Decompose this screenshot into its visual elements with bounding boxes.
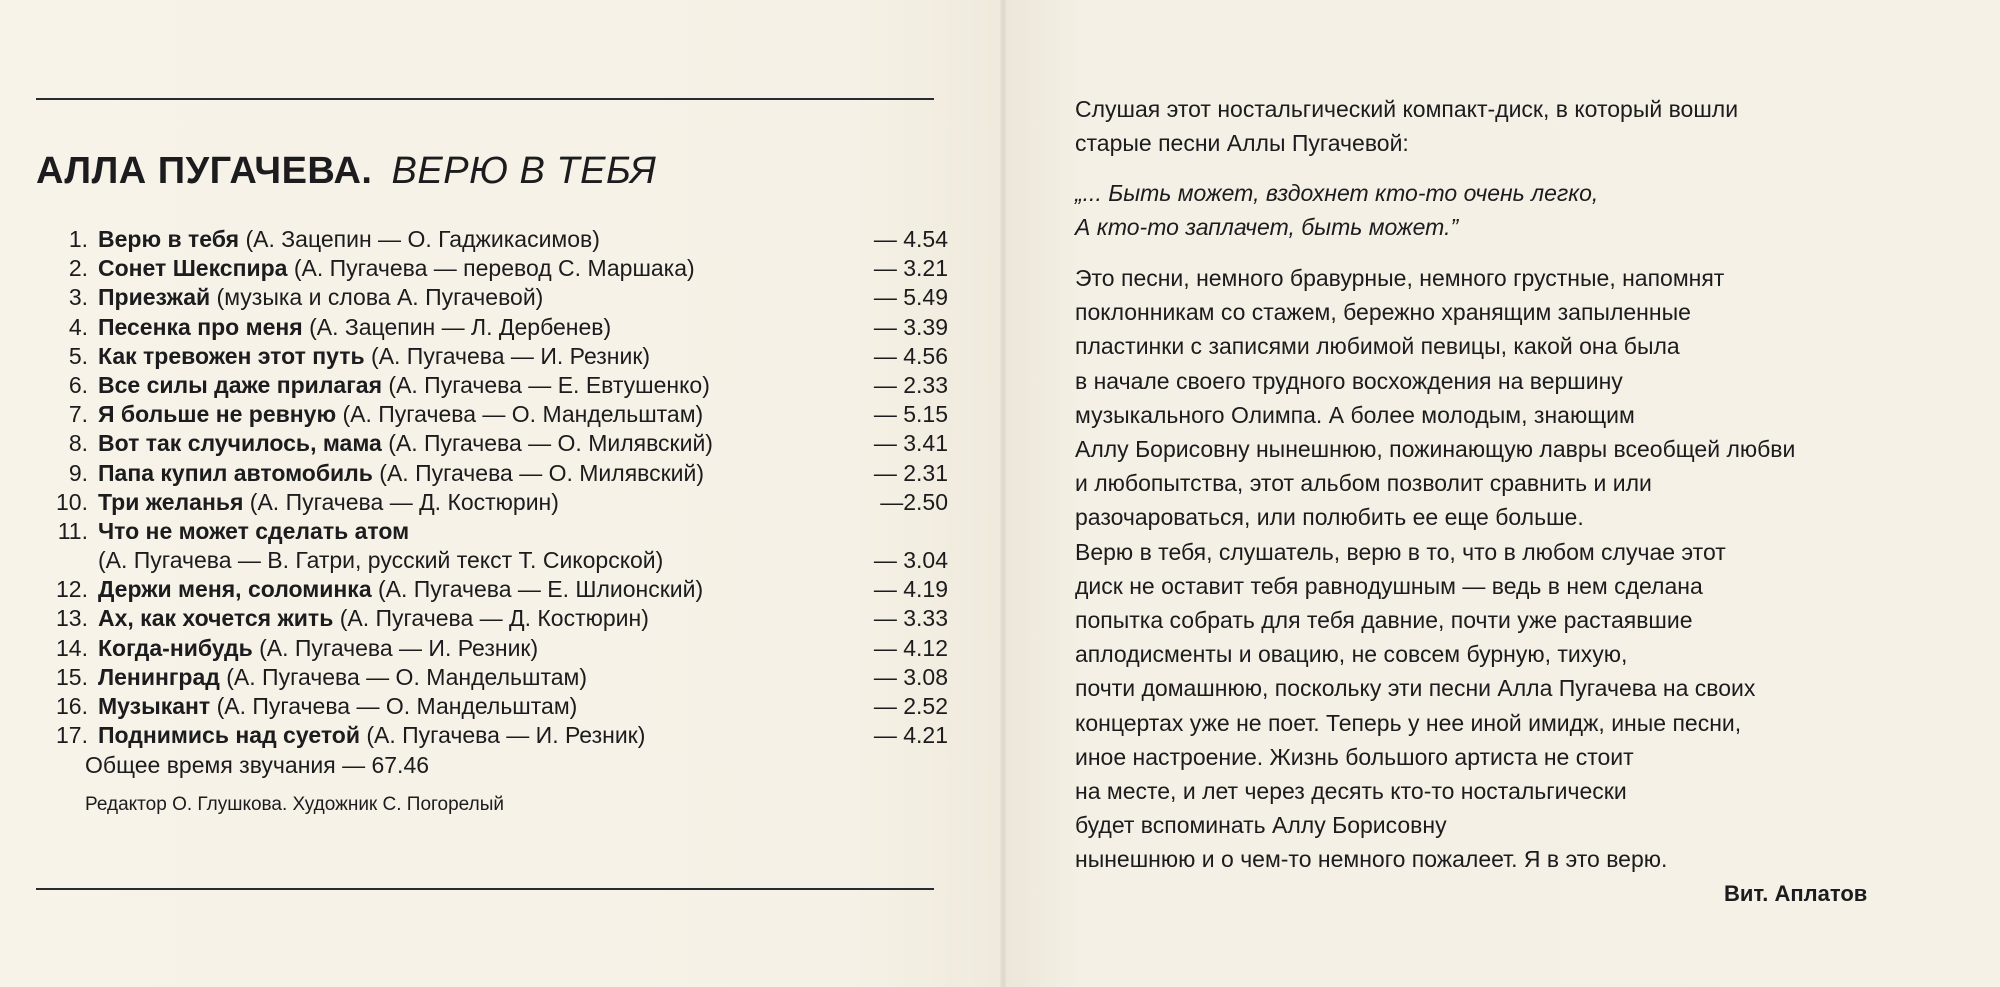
track-title: Вот так случилось, мама [98, 430, 382, 457]
track-number: 8. [68, 430, 88, 457]
track-duration: — 3.41 [873, 430, 948, 457]
notes-line: и любопытства, этот альбом позволит сравнить и или [1075, 470, 1652, 497]
track-description [98, 459, 870, 488]
track-duration: — 4.12 [873, 634, 948, 661]
track-row [36, 488, 948, 517]
track-credits: (А. Пугачева — Е. Шлионский) [371, 576, 704, 603]
notes-line: диск не оставит тебя равнодушным — ведь в нем сделана [1075, 572, 1703, 599]
bottom-rule [36, 888, 934, 890]
notes-line: разочароваться, или полюбить ее еще больше. [1075, 504, 1584, 531]
track-number: 4. [68, 313, 88, 340]
album-title [36, 150, 656, 193]
track-description [98, 721, 870, 750]
track-duration: — 4.54 [873, 226, 948, 252]
track-row [36, 283, 948, 312]
top-rule [36, 98, 934, 100]
track-title: Поднимись над суетой [98, 722, 360, 749]
track-row [36, 546, 948, 575]
track-credits: (А. Пугачева — В. Гатри, русский текст Т. Сикорской) [98, 547, 664, 574]
notes-line: иное настроение. Жизнь большого артиста не стоит [1075, 743, 1634, 770]
track-credits: (А. Пугачева — Д. Костюрин) [243, 488, 559, 515]
track-description [98, 371, 870, 400]
track-duration: — 2.52 [873, 693, 948, 719]
track-row [36, 342, 948, 371]
track-row [36, 459, 948, 488]
track-title: Все силы даже прилагая [98, 371, 383, 398]
track-description [98, 575, 870, 604]
notes-body [1075, 261, 1955, 877]
track-credits: (А. Пугачева — Е. Евтушенко) [382, 371, 710, 398]
track-number: 17. [56, 722, 88, 749]
track-number: 1. [68, 226, 88, 252]
track-row [36, 371, 948, 400]
notes-intro [1075, 93, 1955, 160]
track-description [98, 517, 870, 546]
track-credits: (А. Пугачева — О. Милявский) [372, 459, 705, 486]
track-title: Что не может сделать атом [98, 517, 410, 544]
track-duration [870, 517, 948, 546]
notes-line: на месте, и лет через десять кто-то ностальгически [1075, 778, 1627, 805]
track-description [98, 225, 870, 254]
notes-line: музыкального Олимпа. А более молодым, знающим [1075, 401, 1635, 428]
track-row [36, 400, 948, 429]
notes-line: поклонникам со стажем, бережно хранящим запыленные [1075, 299, 1691, 326]
track-number: 16. [56, 693, 88, 719]
notes-line: „... Быть может, вздохнет кто-то очень легко, [1075, 180, 1599, 206]
track-title: Приезжай [98, 284, 211, 311]
track-duration: —2.50 [880, 488, 948, 515]
track-credits: (А. Пугачева — перевод С. Маршака) [287, 255, 695, 282]
notes-line: А кто-то заплачет, быть может.” [1075, 213, 1459, 240]
track-credits: (музыка и слова А. Пугачевой) [210, 284, 544, 311]
track-title: Папа купил автомобиль [98, 459, 373, 486]
album-artist: АЛЛА ПУГАЧЕВА. [36, 150, 373, 192]
track-credits: (А. Пугачева — О. Мандельштам) [336, 401, 704, 428]
track-row [36, 634, 948, 663]
track-description [98, 400, 870, 429]
notes-line: в начале своего трудного восхождения на вершину [1075, 367, 1623, 394]
track-description [98, 488, 870, 517]
liner-notes [1075, 93, 1955, 877]
track-credits: (А. Пугачева — Д. Костюрин) [333, 605, 649, 632]
notes-line: попытка собрать для тебя давние, почти уже растаявшие [1075, 607, 1693, 634]
track-title: Как тревожен этот путь [98, 342, 365, 369]
track-title: Сонет Шекспира [98, 255, 288, 282]
notes-line: Верю в тебя, слушатель, верю в то, что в любом случае этот [1075, 538, 1726, 565]
track-title: Три желанья [98, 488, 244, 515]
track-number: 15. [56, 663, 88, 690]
track-description [98, 342, 870, 371]
track-description [98, 634, 870, 663]
track-credits: (А. Пугачева — О. Мандельштам) [210, 693, 578, 719]
track-duration: — 5.15 [873, 401, 948, 428]
total-time: Общее время звучания — 67.46 [85, 752, 430, 778]
track-duration: — 4.56 [873, 342, 948, 369]
track-credits: (А. Зацепин — О. Гаджикасимов) [239, 226, 600, 252]
track-description [98, 254, 870, 283]
track-title: Я больше не ревную [98, 401, 337, 428]
track-number [36, 546, 98, 575]
track-title: Верю в тебя [98, 226, 240, 252]
track-duration: — 3.08 [873, 663, 948, 690]
track-title: Музыкант [98, 693, 211, 719]
track-row [36, 517, 948, 546]
track-row [36, 313, 948, 342]
track-duration: — 3.39 [873, 313, 948, 340]
track-description [98, 663, 870, 692]
track-description [98, 283, 870, 312]
notes-line: пластинки с записями любимой певицы, какой она была [1075, 333, 1680, 360]
notes-line: Аллу Борисовну нынешнюю, пожинающую лавры всеобщей любви [1075, 436, 1796, 463]
track-description [98, 429, 870, 458]
track-duration: — 4.19 [873, 576, 948, 603]
track-number: 13. [56, 605, 88, 632]
notes-line: Слушая этот ностальгический компакт-диск, в который вошли [1075, 96, 1739, 122]
notes-line: Это песни, немного бравурные, немного грустные, напомнят [1075, 265, 1725, 291]
track-credits: (А. Пугачева — И. Резник) [252, 634, 539, 661]
track-row [36, 254, 948, 283]
track-duration: — 3.04 [873, 547, 948, 574]
track-credits: (А. Зацепин — Л. Дербенев) [302, 313, 612, 340]
notes-line: будет вспоминать Аллу Борисовну [1075, 812, 1447, 839]
track-title: Держи меня, соломинка [98, 576, 372, 603]
signature: Вит. Аплатов [1724, 881, 1868, 906]
track-number: 10. [56, 488, 88, 515]
track-duration: — 4.21 [873, 722, 948, 749]
track-number: 6. [68, 371, 88, 398]
track-number: 2. [68, 255, 88, 282]
track-duration: — 2.31 [873, 459, 948, 486]
track-number: 3. [68, 284, 88, 311]
notes-line: аплодисменты и овацию, не совсем бурную, тихую, [1075, 641, 1628, 668]
track-description [98, 546, 870, 575]
notes-line: почти домашнюю, поскольку эти песни Алла Пугачева на своих [1075, 675, 1756, 702]
track-credits: (А. Пугачева — И. Резник) [364, 342, 651, 369]
track-row [36, 225, 948, 254]
track-number: 12. [56, 576, 88, 603]
notes-quote [1075, 177, 1955, 244]
track-number: 5. [68, 342, 88, 369]
notes-line: нынешнюю и о чем-то немного пожалеет. Я в это верю. [1075, 846, 1668, 873]
track-credits: (А. Пугачева — О. Мандельштам) [219, 663, 587, 690]
track-title: Песенка про меня [98, 313, 303, 340]
track-number: 9. [68, 459, 88, 486]
notes-line: концертах уже не поет. Теперь у нее иной имидж, иные песни, [1075, 709, 1742, 736]
album-name: ВЕРЮ В ТЕБЯ [391, 150, 657, 192]
notes-line: старые песни Аллы Пугачевой: [1075, 129, 1409, 156]
track-number: 14. [56, 634, 88, 661]
track-duration: — 3.33 [873, 605, 948, 632]
track-title: Ах, как хочется жить [98, 605, 334, 632]
track-credits: (А. Пугачева — О. Милявский) [381, 430, 713, 457]
track-row [36, 604, 948, 633]
track-credits: (А. Пугачева — И. Резник) [359, 722, 646, 749]
track-number: 7. [68, 401, 88, 428]
track-duration: — 2.33 [873, 371, 948, 398]
credits-line: Редактор О. Глушкова. Художник С. Погорелый [85, 794, 504, 815]
track-row [36, 575, 948, 604]
center-fold [1000, 0, 1006, 987]
track-description [98, 604, 870, 633]
track-row [36, 721, 948, 750]
track-duration: — 3.21 [873, 255, 948, 282]
track-row [36, 663, 948, 692]
track-description [98, 313, 870, 342]
track-row [36, 429, 948, 458]
track-description [98, 692, 870, 721]
track-number: 11. [57, 517, 88, 544]
track-list [36, 225, 948, 750]
track-title: Ленинград [98, 663, 220, 690]
track-row [36, 692, 948, 721]
track-duration: — 5.49 [873, 284, 948, 311]
track-title: Когда-нибудь [98, 634, 253, 661]
